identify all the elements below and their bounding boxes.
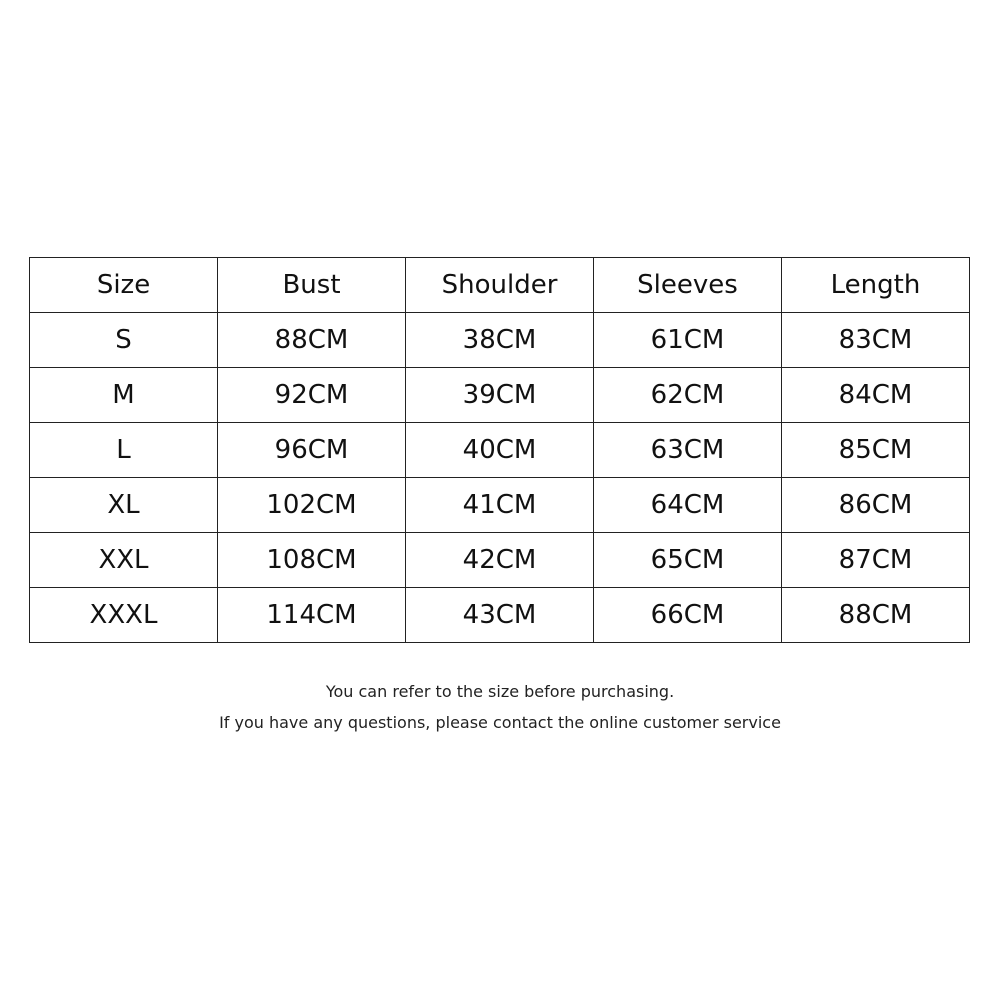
table-cell: S [30, 313, 218, 368]
table-cell: 87CM [782, 533, 970, 588]
table-cell: 88CM [782, 588, 970, 643]
table-cell: 40CM [406, 423, 594, 478]
table-cell: 86CM [782, 478, 970, 533]
table-cell: 114CM [218, 588, 406, 643]
table-row [30, 588, 970, 643]
table-cell: 61CM [594, 313, 782, 368]
column-header: Shoulder [406, 258, 594, 313]
note-refer-size: You can refer to the size before purchasing. [325, 682, 675, 701]
table-row [30, 423, 970, 478]
table-cell: 92CM [218, 368, 406, 423]
table-cell: 96CM [218, 423, 406, 478]
table-cell: 65CM [594, 533, 782, 588]
table-cell: 42CM [406, 533, 594, 588]
table-cell: 43CM [406, 588, 594, 643]
table-cell: 64CM [594, 478, 782, 533]
table-cell: M [30, 368, 218, 423]
table-cell: 39CM [406, 368, 594, 423]
table-cell: 83CM [782, 313, 970, 368]
table-cell: 63CM [594, 423, 782, 478]
column-header: Bust [218, 258, 406, 313]
table-row [30, 313, 970, 368]
note-contact-service: If you have any questions, please contact the online customer service [219, 713, 781, 732]
table-cell: L [30, 423, 218, 478]
table-row [30, 533, 970, 588]
notes [0, 676, 1000, 738]
table-cell: 66CM [594, 588, 782, 643]
table-row [30, 478, 970, 533]
column-header: Size [30, 258, 218, 313]
table-cell: 84CM [782, 368, 970, 423]
table-cell: 41CM [406, 478, 594, 533]
table-row [30, 368, 970, 423]
size-chart-table [29, 257, 970, 643]
table-cell: XXXL [30, 588, 218, 643]
table-cell: XXL [30, 533, 218, 588]
table-cell: 38CM [406, 313, 594, 368]
table-cell: 62CM [594, 368, 782, 423]
table-cell: 85CM [782, 423, 970, 478]
column-header: Length [782, 258, 970, 313]
table-cell: XL [30, 478, 218, 533]
table-cell: 102CM [218, 478, 406, 533]
column-header: Sleeves [594, 258, 782, 313]
table-cell: 88CM [218, 313, 406, 368]
table-cell: 108CM [218, 533, 406, 588]
table-header-row [30, 258, 970, 313]
